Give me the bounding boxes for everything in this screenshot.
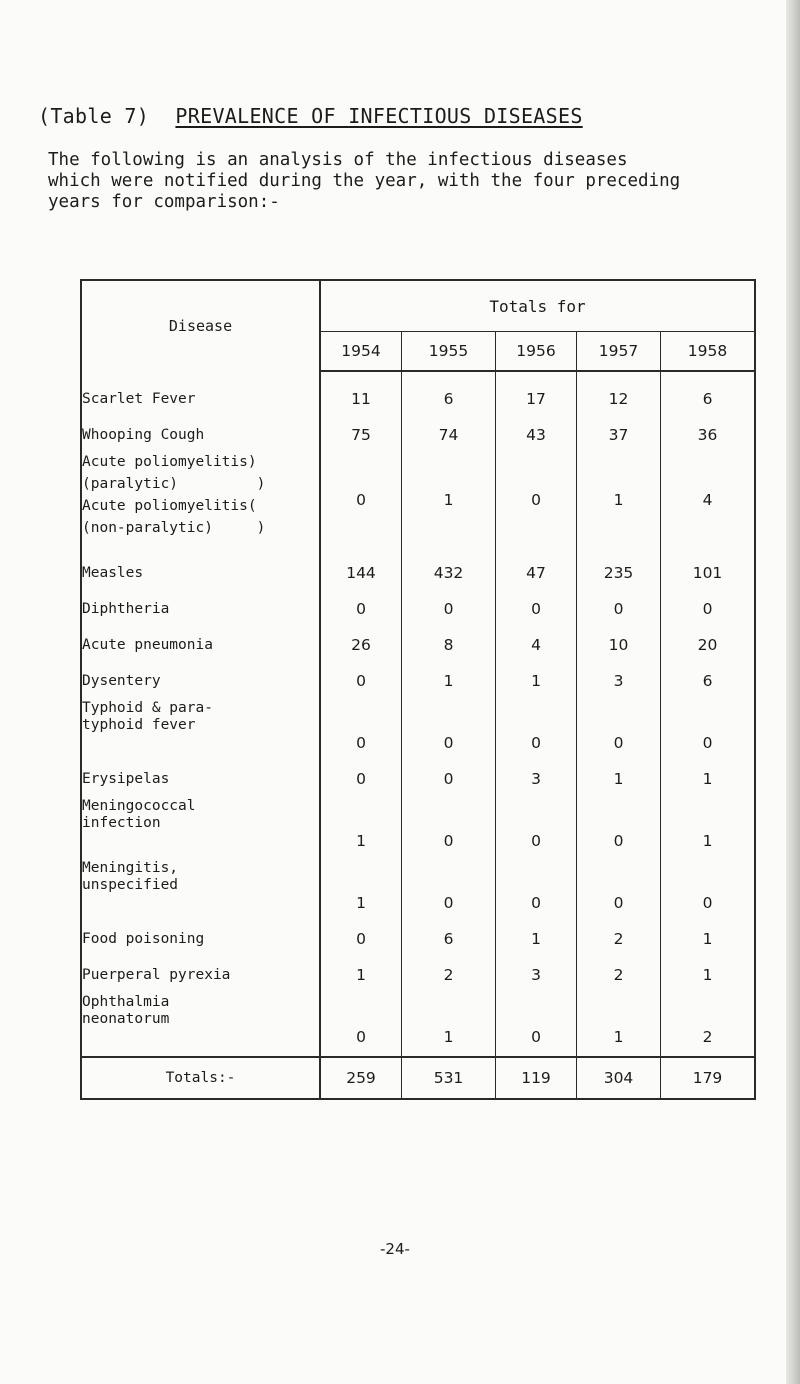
table-row [81,798,755,850]
value-cell: 1 [320,958,402,984]
value-cell: 1 [702,770,713,788]
value-cell: 12 [577,382,661,408]
disease-name [81,860,320,912]
value-cell: 0 [320,592,402,618]
year-header: 1958 [661,332,756,372]
value-cell: 37 [577,418,661,444]
disease-name: Dysentery [81,664,320,690]
table-row [81,664,755,690]
value-cell: 1 [702,832,713,850]
value-cell: 101 [692,564,723,582]
table-row [81,700,755,752]
disease-name-line: Ophthalmia [82,994,170,1010]
disease-name [81,994,320,1046]
disease-name: Food poisoning [81,922,320,948]
value-cell: 36 [697,426,718,444]
value-cell: 11 [320,382,402,408]
value-cell: 1 [702,966,713,984]
value-cell: 3 [496,958,577,984]
value-cell: 144 [320,556,402,582]
disease-name-line: Acute poliomyelitis( [82,498,257,514]
table-row [81,958,755,984]
value-cell: 0 [496,592,577,618]
table-body [81,371,755,1057]
disease-name-line: Acute poliomyelitis) [82,454,257,470]
total-cell: 531 [402,1057,496,1099]
totals-for-header: Totals for [320,280,755,332]
disease-name [81,454,320,546]
value-cell: 47 [496,556,577,582]
value-cell: 2 [577,958,661,984]
value-cell: 6 [402,922,496,948]
disease-name: Acute pneumonia [81,628,320,654]
year-header: 1957 [577,332,661,372]
page-number: -24- [380,1240,410,1258]
value-cell: 0 [702,894,713,912]
disease-name-line: Meningococcal [82,798,196,814]
value-cell: 0 [577,860,661,912]
table-row [81,592,755,618]
disease-name-line: unspecified [82,877,179,893]
value-cell: 2 [402,958,496,984]
value-cell: 0 [496,860,577,912]
value-cell: 2 [702,1028,713,1046]
value-cell: 17 [496,382,577,408]
value-cell: 1 [320,860,402,912]
value-cell: 1 [402,994,496,1046]
value-cell: 1 [702,930,713,948]
value-cell: 1 [320,798,402,850]
value-cell: 0 [402,762,496,788]
value-cell: 26 [320,628,402,654]
value-cell: 75 [320,418,402,444]
disease-name-line: (paralytic) ) [82,476,266,492]
disease-name-line: (non-paralytic) ) [82,520,266,536]
disease-name: Erysipelas [81,762,320,788]
value-cell: 0 [496,994,577,1046]
value-cell: 0 [577,700,661,752]
table-row [81,762,755,788]
value-cell: 74 [402,418,496,444]
table-row [81,994,755,1046]
value-cell: 0 [402,798,496,850]
value-cell: 8 [402,628,496,654]
total-cell: 259 [320,1057,402,1099]
table-row [81,556,755,582]
totals-label: Totals:- [81,1057,320,1099]
value-cell: 0 [577,798,661,850]
value-cell: 2 [577,922,661,948]
value-cell: 4 [702,491,713,509]
value-cell: 0 [702,600,713,618]
intro-paragraph: The following is an analysis of the infectious diseases which were notified during the year, with the four preceding years for comparison:- [48,150,681,212]
value-cell: 1 [577,454,661,546]
value-cell: 0 [320,762,402,788]
table-row [81,628,755,654]
value-cell: 0 [402,700,496,752]
value-cell: 1 [402,664,496,690]
disease-column-header: Disease [81,280,320,371]
value-cell: 0 [320,922,402,948]
value-cell: 0 [320,994,402,1046]
value-cell: 6 [702,390,713,408]
value-cell: 0 [702,734,713,752]
total-cell: 119 [496,1057,577,1099]
total-cell: 179 [661,1057,756,1099]
page-edge-shadow [786,0,800,1384]
infectious-diseases-table [80,279,756,1100]
value-cell: 6 [402,382,496,408]
value-cell: 3 [577,664,661,690]
disease-name: Diphtheria [81,592,320,618]
table-title: PREVALENCE OF INFECTIOUS DISEASES [175,104,583,128]
value-cell: 1 [496,664,577,690]
table-row [81,382,755,408]
year-header: 1954 [320,332,402,372]
disease-name: Scarlet Fever [81,382,320,408]
value-cell: 20 [697,636,718,654]
value-cell: 3 [496,762,577,788]
disease-name [81,700,320,752]
value-cell: 1 [496,922,577,948]
value-cell: 0 [496,454,577,546]
disease-name: Whooping Cough [81,418,320,444]
value-cell: 0 [402,860,496,912]
value-cell: 0 [577,592,661,618]
value-cell: 4 [496,628,577,654]
disease-name: Puerperal pyrexia [81,958,320,984]
totals-row [81,1057,755,1099]
value-cell: 0 [402,592,496,618]
disease-name-line: typhoid fever [82,717,196,733]
table-heading [38,104,583,128]
disease-name: Measles [81,556,320,582]
year-header: 1955 [402,332,496,372]
value-cell: 1 [577,762,661,788]
disease-name-line: neonatorum [82,1011,170,1027]
value-cell: 0 [320,700,402,752]
value-cell: 0 [496,700,577,752]
disease-name-line: Typhoid & para- [82,700,213,716]
year-header: 1956 [496,332,577,372]
table-row [81,418,755,444]
value-cell: 10 [577,628,661,654]
disease-name-line: infection [82,815,161,831]
table-row [81,922,755,948]
value-cell: 1 [577,994,661,1046]
value-cell: 6 [702,672,713,690]
table-row [81,454,755,546]
value-cell: 432 [402,556,496,582]
disease-name-line: Meningitis, [82,860,179,876]
value-cell: 0 [320,664,402,690]
table-row [81,860,755,912]
value-cell: 235 [577,556,661,582]
value-cell: 1 [402,454,496,546]
value-cell: 43 [496,418,577,444]
disease-name [81,798,320,850]
value-cell: 0 [320,454,402,546]
value-cell: 0 [496,798,577,850]
table-number: (Table 7) [38,104,150,128]
total-cell: 304 [577,1057,661,1099]
